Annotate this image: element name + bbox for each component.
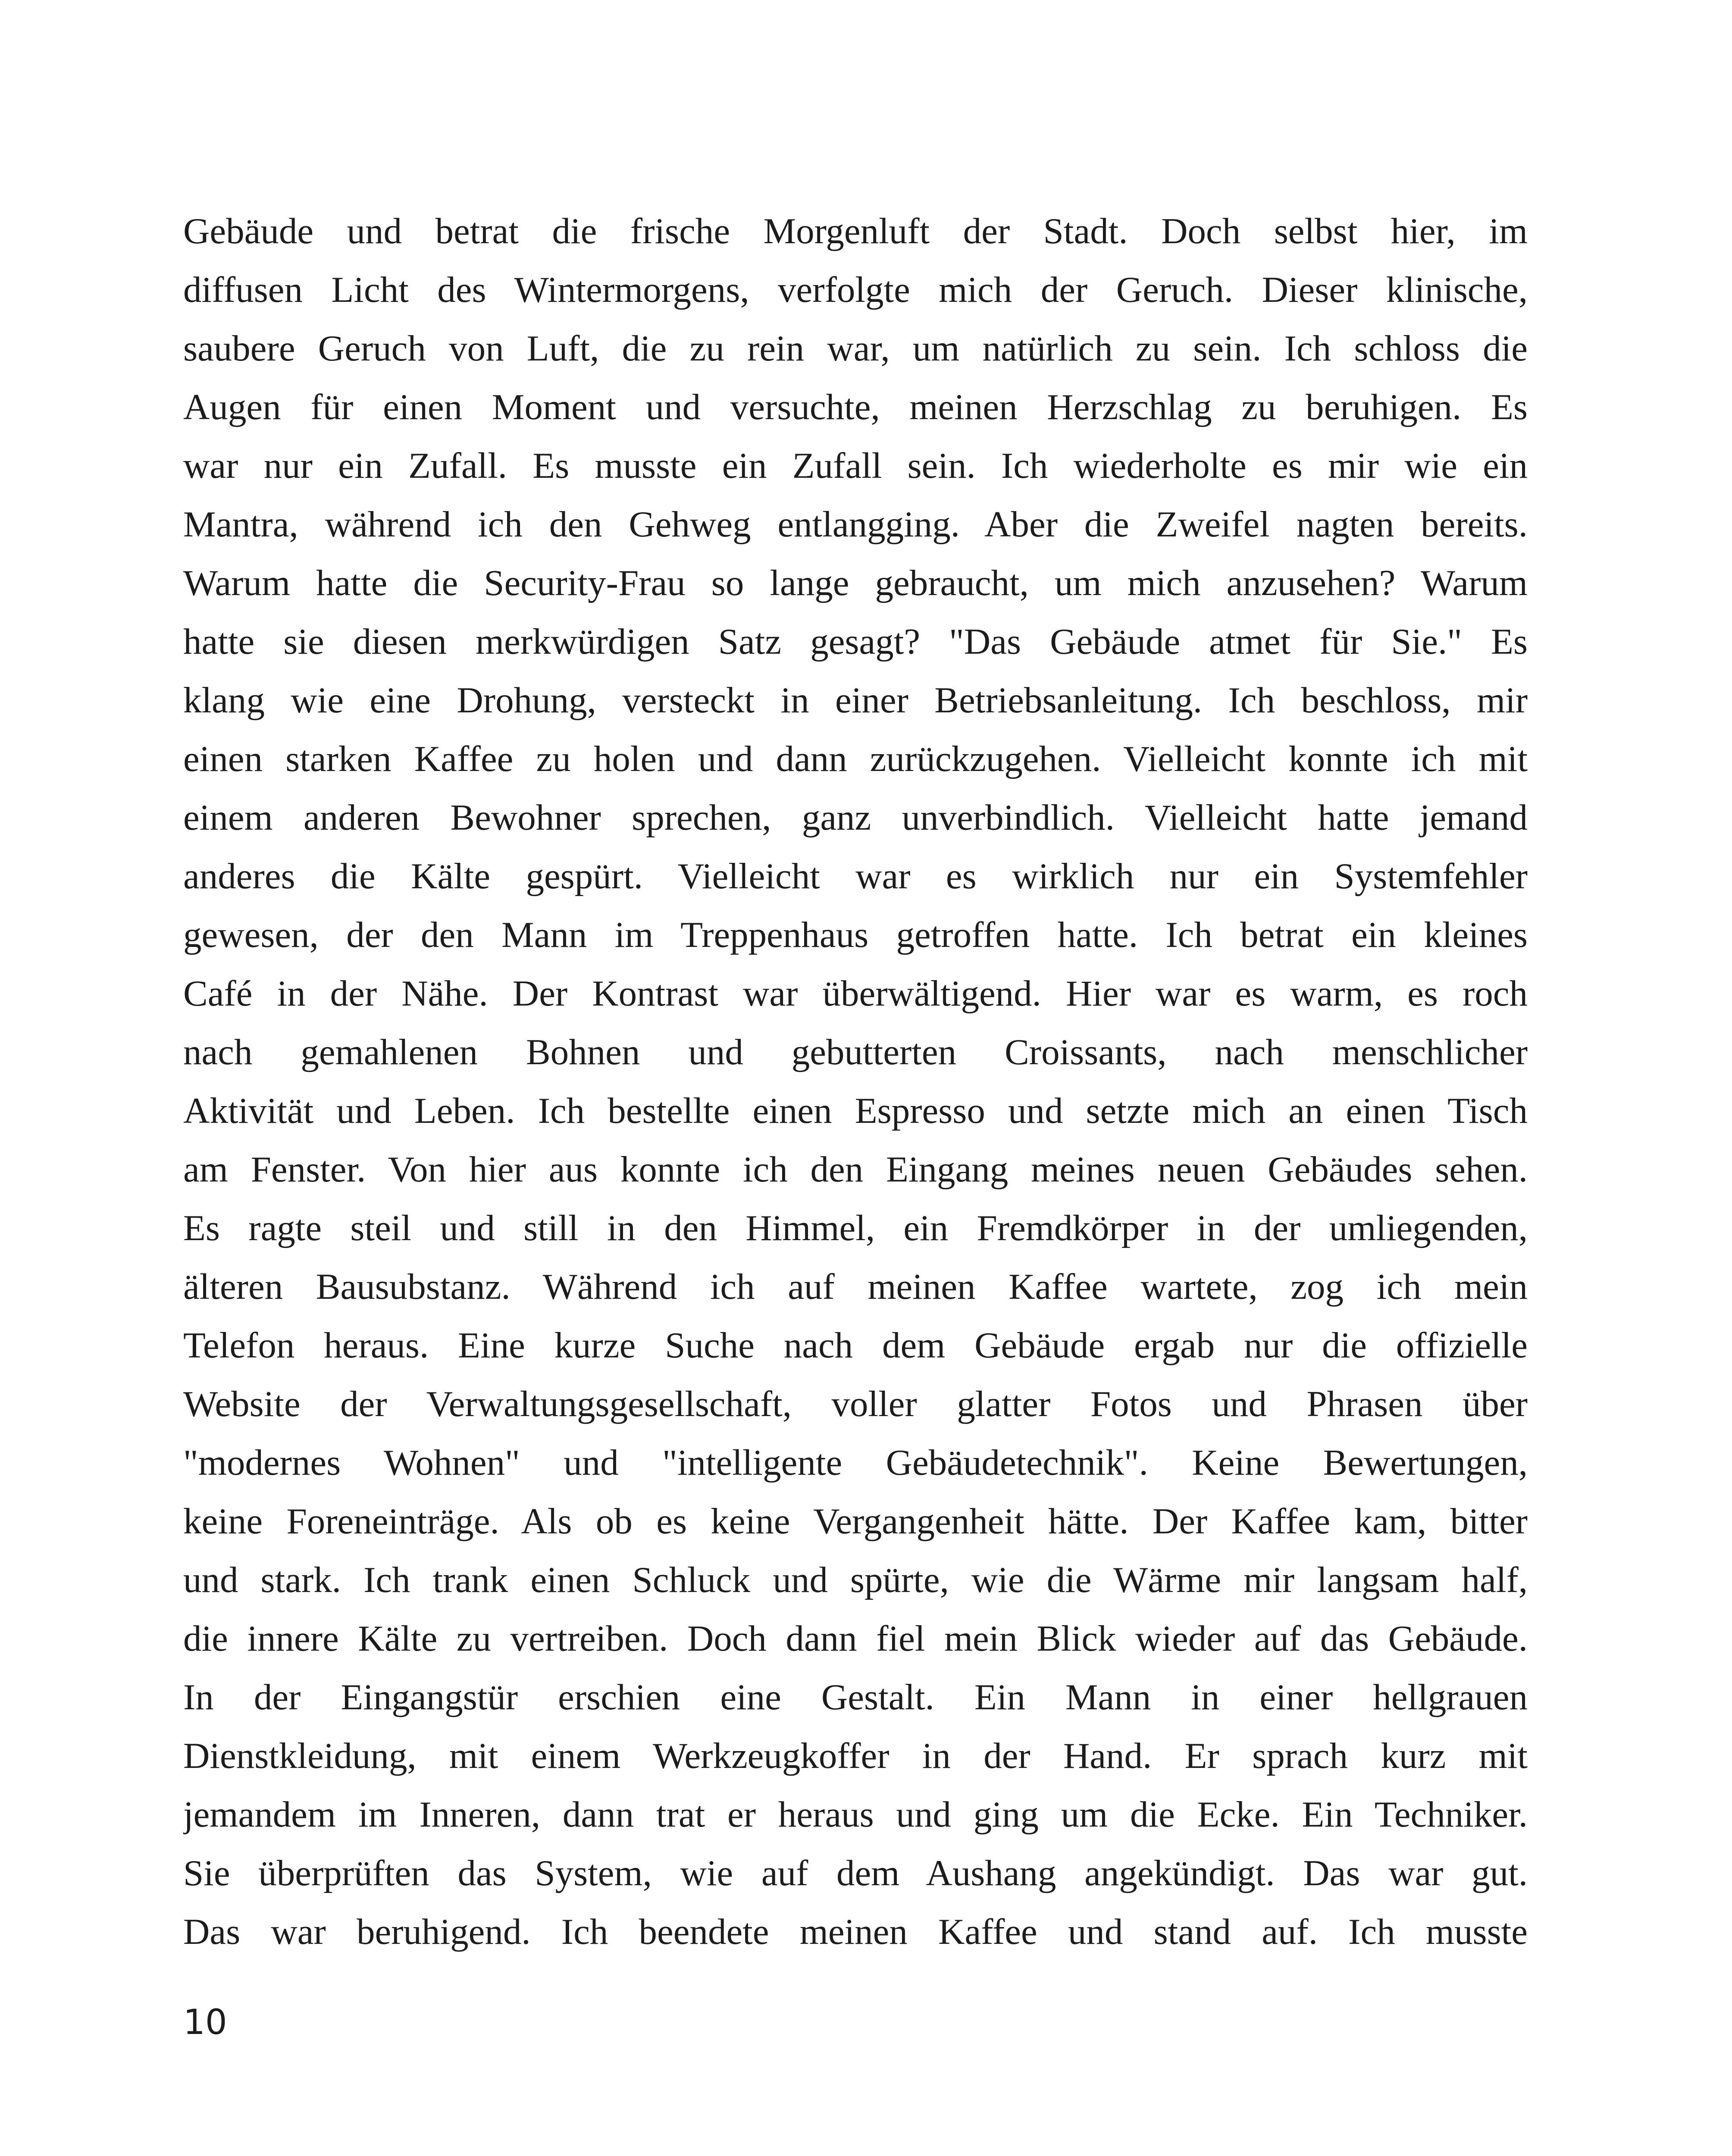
text-line: und stark. Ich trank einen Schluck und spürte, wie die Wärme mir langsam half,	[183, 1560, 1528, 1600]
page-number: 10	[183, 2002, 227, 2042]
text-line: keine Foreneinträge. Als ob es keine Vergangenheit hätte. Der Kaffee kam, bitter	[183, 1501, 1528, 1542]
text-line: Mantra, während ich den Gehweg entlangging. Aber die Zweifel nagten bereits.	[183, 504, 1528, 545]
text-line: einen starken Kaffee zu holen und dann zurückzugehen. Vielleicht konnte ich mit	[183, 739, 1528, 779]
text-line: In der Eingangstür erschien eine Gestalt. Ein Mann in einer hellgrauen	[183, 1677, 1528, 1717]
text-line: Das war beruhigend. Ich beendete meinen Kaffee und stand auf. Ich musste	[183, 1912, 1528, 1952]
text-line: Website der Verwaltungsgesellschaft, voller glatter Fotos und Phrasen über	[183, 1384, 1528, 1424]
text-line: einem anderen Bewohner sprechen, ganz unverbindlich. Vielleicht hatte jemand	[183, 797, 1528, 838]
text-line: älteren Bausubstanz. Während ich auf meinen Kaffee wartete, zog ich mein	[183, 1266, 1528, 1307]
text-line: gewesen, der den Mann im Treppenhaus getroffen hatte. Ich betrat ein kleines	[183, 915, 1528, 955]
text-line: Es ragte steil und still in den Himmel, ein Fremdkörper in der umliegenden,	[183, 1208, 1528, 1248]
text-line: Café in der Nähe. Der Kontrast war überwältigend. Hier war es warm, es roch	[183, 973, 1528, 1014]
text-line: klang wie eine Drohung, versteckt in einer Betriebsanleitung. Ich beschloss, mir	[183, 680, 1528, 721]
text-line: hatte sie diesen merkwürdigen Satz gesagt? "Das Gebäude atmet für Sie." Es	[183, 621, 1528, 662]
text-line: anderes die Kälte gespürt. Vielleicht war es wirklich nur ein Systemfehler	[183, 856, 1528, 896]
text-line: jemandem im Inneren, dann trat er heraus und ging um die Ecke. Ein Techniker.	[183, 1794, 1528, 1835]
text-line: die innere Kälte zu vertreiben. Doch dann fiel mein Blick wieder auf das Gebäude.	[183, 1618, 1528, 1659]
text-line: nach gemahlenen Bohnen und gebutterten Croissants, nach menschlicher	[183, 1032, 1528, 1072]
text-line: "modernes Wohnen" und "intelligente Gebäudetechnik". Keine Bewertungen,	[183, 1442, 1528, 1483]
text-line: Aktivität und Leben. Ich bestellte einen Espresso und setzte mich an einen Tisch	[183, 1091, 1528, 1131]
text-line: Dienstkleidung, mit einem Werkzeugkoffer in der Hand. Er sprach kurz mit	[183, 1736, 1528, 1776]
text-line: saubere Geruch von Luft, die zu rein war, um natürlich zu sein. Ich schloss die	[183, 328, 1528, 369]
text-line: Telefon heraus. Eine kurze Suche nach dem Gebäude ergab nur die offizielle	[183, 1325, 1528, 1366]
text-line: Gebäude und betrat die frische Morgenluft der Stadt. Doch selbst hier, im	[183, 211, 1528, 251]
text-line: Warum hatte die Security-Frau so lange gebraucht, um mich anzusehen? Warum	[183, 563, 1528, 603]
text-line: am Fenster. Von hier aus konnte ich den Eingang meines neuen Gebäudes sehen.	[183, 1149, 1528, 1190]
text-line: diffusen Licht des Wintermorgens, verfolgte mich der Geruch. Dieser klinische,	[183, 270, 1528, 310]
text-line: war nur ein Zufall. Es musste ein Zufall sein. Ich wiederholte es mir wie ein	[183, 445, 1528, 486]
body-text	[183, 202, 1528, 1961]
text-line: Augen für einen Moment und versuchte, meinen Herzschlag zu beruhigen. Es	[183, 387, 1528, 427]
text-line: Sie überprüften das System, wie auf dem Aushang angekündigt. Das war gut.	[183, 1853, 1528, 1893]
